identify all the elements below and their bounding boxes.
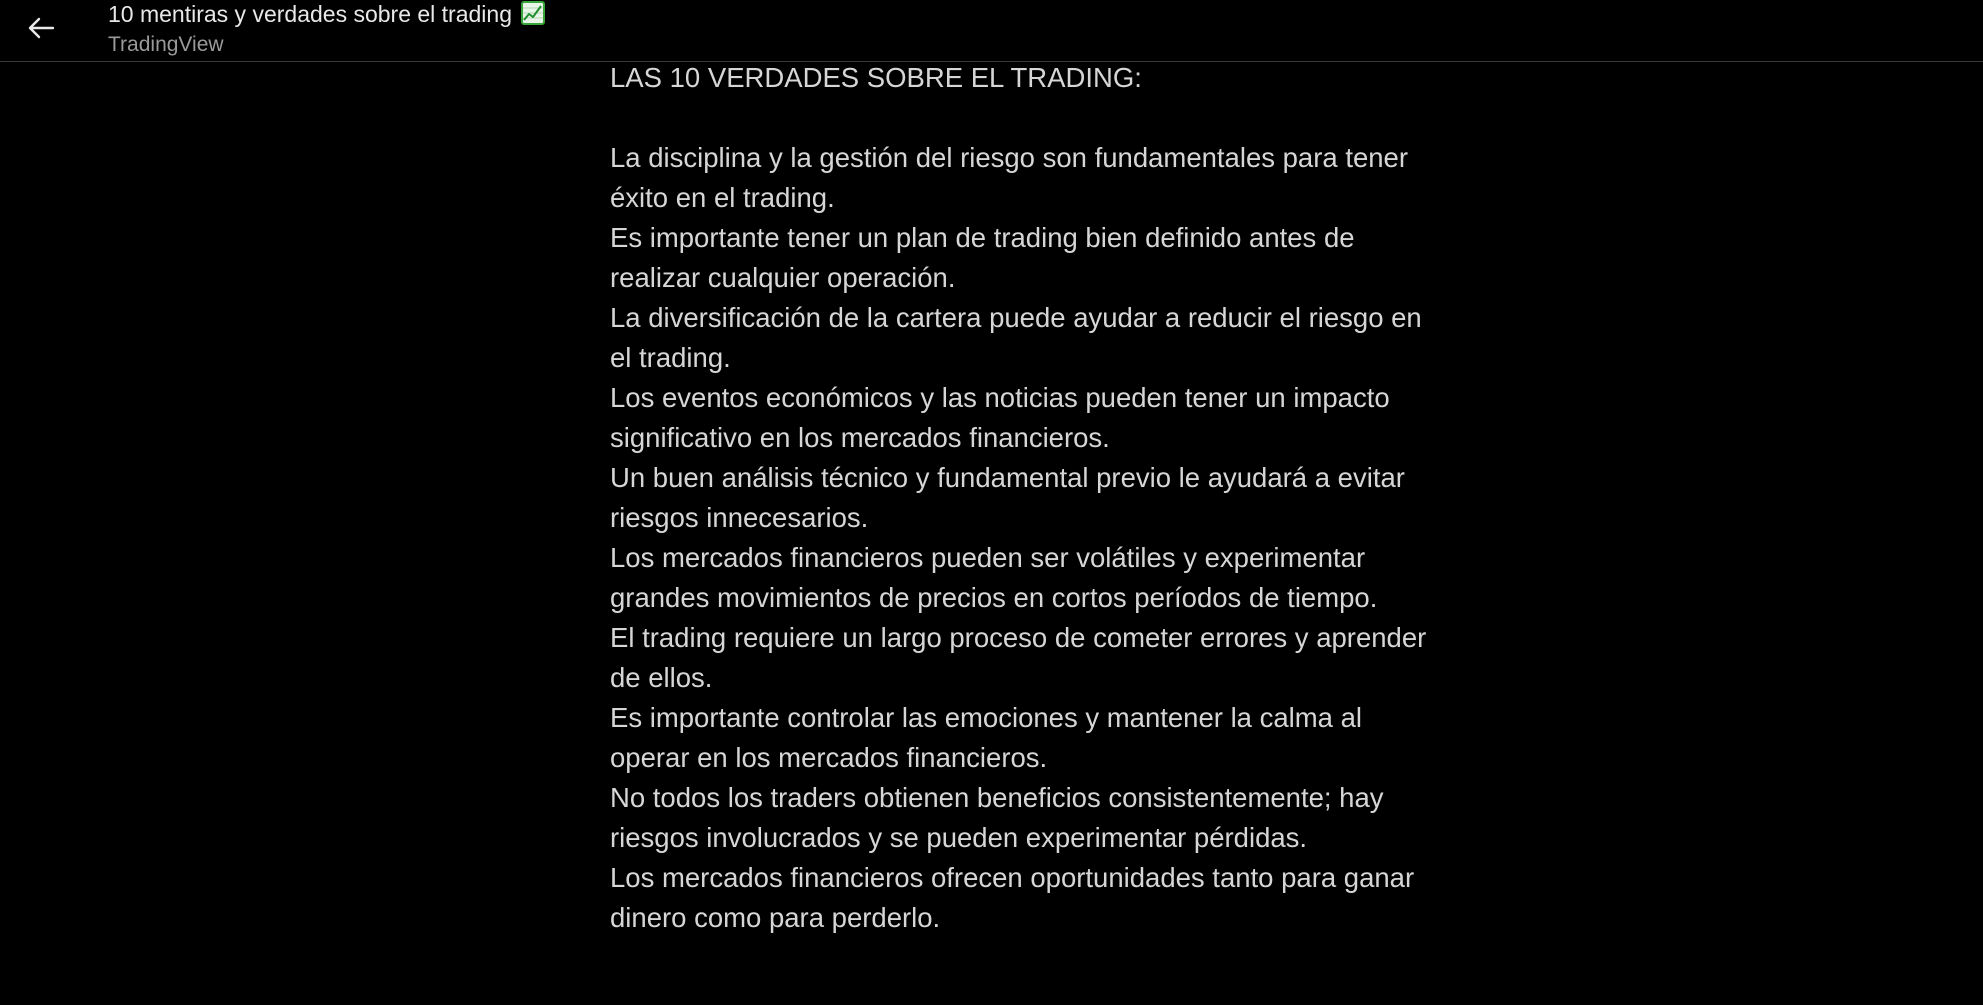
chart-increasing-icon: [520, 0, 546, 26]
list-item: Es importante tener un plan de trading bien definido antes de realizar cualquier operación.: [610, 222, 1355, 293]
truths-list: [610, 138, 1440, 938]
article-heading: LAS 10 VERDADES SOBRE EL TRADING:: [610, 62, 1142, 93]
back-button[interactable]: [18, 8, 64, 48]
list-item: La disciplina y la gestión del riesgo son fundamentales para tener éxito en el trading.: [610, 142, 1408, 213]
article-body: [610, 58, 1440, 938]
page-title-text: 10 mentiras y verdades sobre el trading: [108, 1, 512, 27]
list-item: Los eventos económicos y las noticias pueden tener un impacto significativo en los mercados financieros.: [610, 382, 1390, 453]
list-item: Un buen análisis técnico y fundamental previo le ayudará a evitar riesgos innecesarios.: [610, 462, 1405, 533]
arrow-left-icon: [27, 16, 55, 40]
list-item: Es importante controlar las emociones y mantener la calma al operar en los mercados financieros.: [610, 702, 1363, 773]
page-title: [108, 0, 546, 27]
list-item: Los mercados financieros ofrecen oportunidades tanto para ganar dinero como para perderlo.: [610, 862, 1415, 933]
list-item: La diversificación de la cartera puede ayudar a reducir el riesgo en el trading.: [610, 302, 1422, 373]
list-item: No todos los traders obtienen beneficios consistentemente; hay riesgos involucrados y se pueden experimentar pérdidas.: [610, 782, 1384, 853]
source-label: TradingView: [108, 33, 224, 56]
app-header: [0, 0, 1983, 62]
list-item: El trading requiere un largo proceso de cometer errores y aprender de ellos.: [610, 622, 1427, 693]
list-item: Los mercados financieros pueden ser volátiles y experimentar grandes movimientos de precios en cortos períodos de tiempo.: [610, 542, 1378, 613]
